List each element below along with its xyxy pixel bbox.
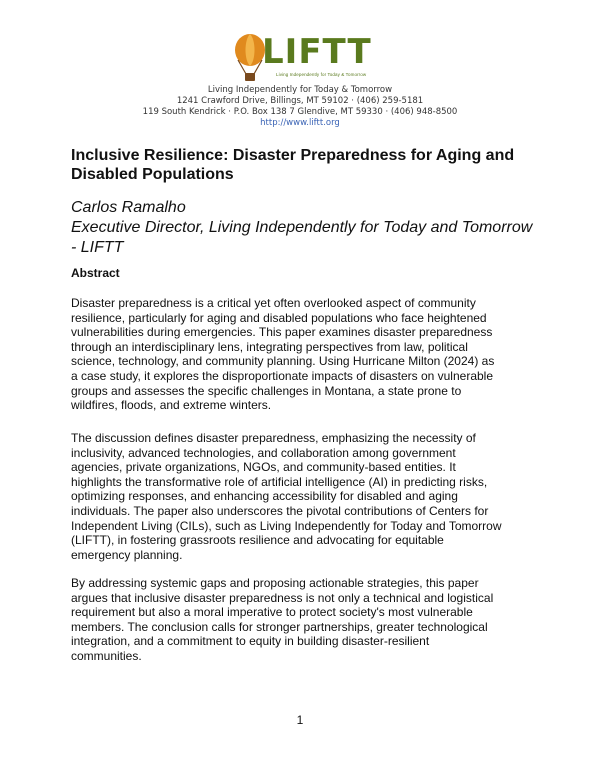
text-line: requirement but also a moral imperative to protect society's most vulnerable [71,605,473,620]
text-line: highlights the transformative role of artificial intelligence (AI) in predicting risks, [71,474,488,489]
author-name: Carlos Ramalho [71,199,186,216]
page-number: 1 [296,713,304,727]
title-line: Inclusive Resilience: Disaster Preparedness for Aging and [71,147,515,164]
text-line: optimizing responses, and enhancing accessibility for disabled and aging [71,489,458,504]
text-line: wildfires, floods, and extreme winters. [71,398,272,413]
paper-title [71,146,541,184]
author-affiliation-cont: - LIFTT [71,239,124,256]
abstract-heading: Abstract [71,266,120,280]
text-line: inclusivity, advanced technologies, and collaboration among government [71,445,456,460]
text-line: integration, and a commitment to equity in building disaster-resilient [71,634,430,649]
text-line: Disaster preparedness is a critical yet often overlooked aspect of community [71,296,476,310]
logo-tagline: Living Independently for Today & Tomorrow [276,72,367,77]
title-line: Disabled Populations [71,166,234,183]
text-line: agencies, private organizations, NGOs, and community-based entities. It [71,460,456,475]
text-line: science, technology, and community planning. Using Hurricane Milton (2024) as [71,354,495,369]
author-block [71,198,541,258]
letterhead-address-billings: 1241 Crawford Drive, Billings, MT 59102 · (406) 259-5181 [176,96,424,106]
text-line: Independent Living (CILs), such as Living Independently for Today and Tomorrow [71,518,502,533]
text-line: vulnerabilities during emergencies. This paper examines disaster preparedness [71,325,493,340]
abstract-paragraph-3 [71,576,541,664]
liftt-logo [232,34,372,84]
text-line: By addressing systemic gaps and proposing actionable strategies, this paper [71,576,479,590]
text-line: The discussion defines disaster preparedness, emphasizing the necessity of [71,431,476,445]
logo-wordmark: LIFTT [262,32,372,72]
text-line: members. The conclusion calls for stronger partnerships, greater technological [71,619,488,634]
letterhead-website-link[interactable]: http://www.liftt.org [260,118,340,128]
text-line: emergency planning. [71,547,183,562]
text-line: individuals. The paper also underscores the pivotal contributions of Centers for [71,503,489,518]
text-line: (LIFTT), in fostering grassroots resilience and advocating for equitable [71,533,444,548]
author-affiliation: Executive Director, Living Independently for Today and Tomorrow [71,219,533,236]
text-line: a case study, it explores the disproportionate impacts of disasters on vulnerable [71,368,494,383]
letterhead-address-glendive: 119 South Kendrick · P.O. Box 138 7 Glendive, MT 59330 · (406) 948-8500 [142,107,458,117]
abstract-paragraph-2 [71,431,541,562]
text-line: resilience, particularly for aging and disabled populations who face heightened [71,310,487,325]
text-line: communities. [71,648,142,663]
abstract-paragraph-1 [71,296,541,413]
text-line: groups and assesses the specific challenges in Montana, a state prone to [71,383,462,398]
text-line: argues that inclusive disaster preparedness is not only a technical and logistical [71,590,494,605]
letterhead-org-name: Living Independently for Today & Tomorrow [207,85,393,95]
text-line: through an interdisciplinary lens, integrating perspectives from law, political [71,339,468,354]
